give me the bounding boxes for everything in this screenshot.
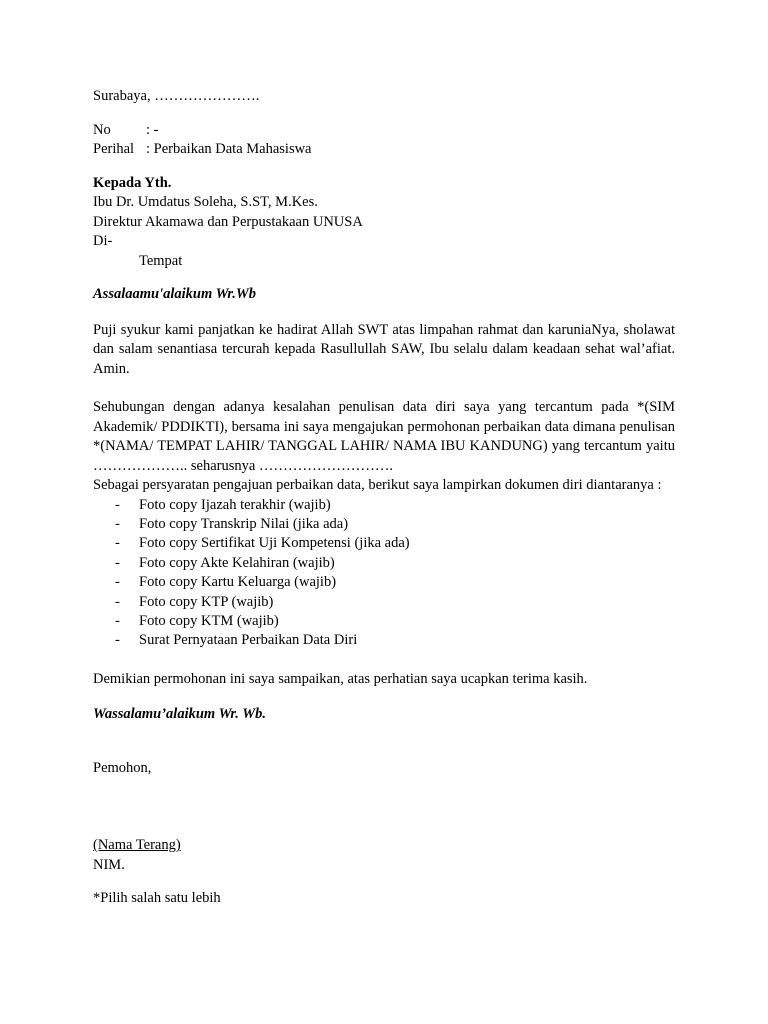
paragraph-request: Sehubungan dengan adanya kesalahan penulisan data diri saya yang tercantum pada *(SIM Akademik/ PDDIKTI), bersama ini saya mengajukan permohonan perbaikan data dimana penulisan *(NAMA/ TEMPAT LAHIR/ TANGGAL LAHIR/ NAMA IBU KANDUNG) yang tercantum yaitu ……………….. seharusnya ………………………. — [93, 399, 675, 474]
recipient-name: Ibu Dr. Umdatus Soleha, S.ST, M.Kes. — [93, 194, 318, 210]
list-item — [93, 573, 675, 592]
footnote: *Pilih salah satu lebih — [93, 890, 221, 907]
closing-greeting: Wassalamu’alaikum Wr. Wb. — [93, 706, 266, 723]
opening-greeting: Assalaamu'alaikum Wr.Wb — [93, 286, 257, 302]
list-item-text: Foto copy Ijazah terakhir (wajib) — [139, 496, 331, 513]
recipient-heading: Kepada Yth. — [93, 174, 172, 191]
recipient-title: Direktur Akamawa dan Perpustakaan UNUSA — [93, 213, 363, 230]
list-item-text: Foto copy Transkrip Nilai (jika ada) — [139, 515, 349, 532]
number-label: No — [93, 121, 111, 138]
list-bullet: - — [115, 632, 120, 649]
paragraph-gratitude: Puji syukur kami panjatkan ke hadirat Allah SWT atas limpahan rahmat dan karuniaNya, sholawat dan salam senantiasa tercurah kepada Rasullullah SAW, Ibu selalu dalam keadaan sehat wal’afiat. Amin. — [93, 321, 675, 377]
letter-number-row — [93, 121, 675, 141]
list-item — [93, 534, 675, 553]
list-item-text: Foto copy KTM (wajib) — [139, 612, 279, 629]
signature-name: (Nama Terang) — [93, 837, 181, 854]
list-item — [93, 496, 675, 515]
subject-label: Perihal — [93, 141, 135, 157]
recipient-di: Di- — [93, 233, 113, 249]
number-value: : - — [146, 121, 159, 138]
letter-body — [93, 87, 675, 909]
list-item-text: Foto copy Sertifikat Uji Kompetensi (jika ada) — [139, 535, 410, 552]
list-item — [93, 631, 675, 650]
list-bullet: - — [115, 515, 120, 532]
list-bullet: - — [115, 593, 120, 610]
list-bullet: - — [115, 612, 120, 629]
subject-value: : Perbaikan Data Mahasiswa — [146, 141, 312, 157]
signature-label: Pemohon, — [93, 759, 152, 776]
subject-row — [93, 140, 675, 160]
list-item-text: Surat Pernyataan Perbaikan Data Diri — [139, 632, 358, 649]
list-item — [93, 612, 675, 631]
list-item-text: Foto copy Kartu Keluarga (wajib) — [139, 574, 337, 591]
recipient-place: Tempat — [139, 252, 183, 269]
list-item-text: Foto copy KTP (wajib) — [139, 593, 274, 610]
paragraph-requirements: Sebagai persyaratan pengajuan perbaikan data, berikut saya lampirkan dokumen diri diantaranya : — [93, 477, 662, 493]
closing-paragraph: Demikian permohonan ini saya sampaikan, atas perhatian saya ucapkan terima kasih. — [93, 670, 588, 687]
list-item — [93, 593, 675, 612]
list-bullet: - — [115, 554, 120, 571]
signature-nim: NIM. — [93, 856, 125, 873]
list-item — [93, 515, 675, 534]
list-bullet: - — [115, 535, 120, 552]
document-list — [93, 496, 675, 651]
list-bullet: - — [115, 496, 120, 513]
list-item-text: Foto copy Akte Kelahiran (wajib) — [139, 554, 335, 571]
place-date: Surabaya, …………………. — [93, 88, 260, 104]
list-bullet: - — [115, 574, 120, 591]
list-item — [93, 554, 675, 573]
